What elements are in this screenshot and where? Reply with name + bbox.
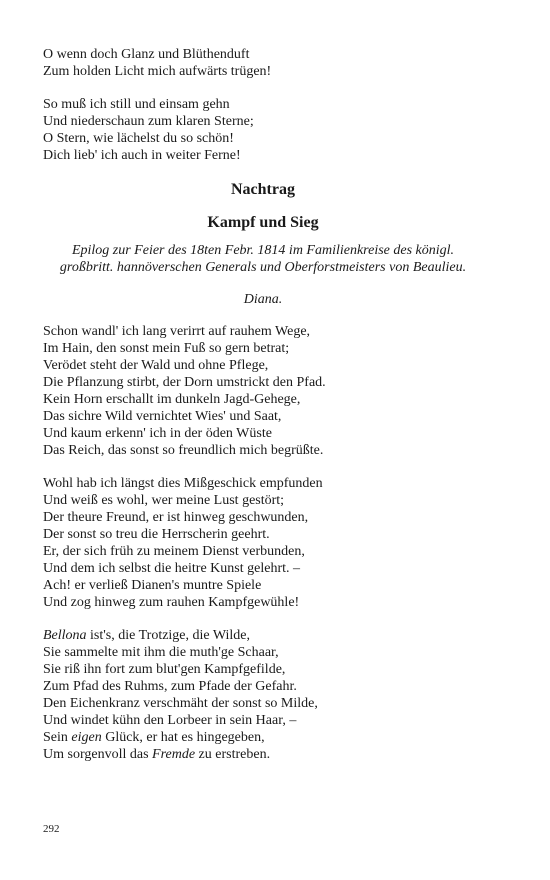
poem-line: Und dem ich selbst die heitre Kunst gelehrt. – [43, 561, 300, 576]
poem-line [43, 746, 483, 763]
poem-line: Der theure Freund, er ist hinweg geschwunden, [43, 510, 309, 525]
poem-line: O wenn doch Glanz und Blüthenduft [43, 47, 250, 62]
poem-line: Im Hain, den sonst mein Fuß so gern betrat; [43, 341, 290, 356]
poem-line: Den Eichenkranz verschmäht der sonst so Milde, [43, 696, 318, 711]
page-body [43, 46, 483, 779]
emphasis-bellona: Bellona [43, 628, 87, 643]
poem-line: Der sonst so treu die Herrscherin geehrt. [43, 527, 270, 542]
stanza-2 [43, 475, 483, 611]
stanza-3 [43, 627, 483, 763]
poem-line: Das sichre Wild vernichtet Wies' und Saat, [43, 409, 282, 424]
section-heading: Nachtrag [231, 181, 295, 198]
poem-line: Und zog hinweg zum rauhen Kampfgewühle! [43, 595, 300, 610]
poem-line: Dich lieb' ich auch in weiter Ferne! [43, 148, 241, 163]
poem-line: Kein Horn erschallt im dunkeln Jagd-Gehege, [43, 392, 301, 407]
poem-line: Sie sammelte mit ihm die muth'ge Schaar, [43, 645, 279, 660]
subtitle-line: großbritt. hannöverschen Generals und Oberforstmeisters von Beaulieu. [59, 260, 467, 275]
poem-line: Und windet kühn den Lorbeer in sein Haar, – [43, 713, 297, 728]
poem-line: Und weiß es wohl, wer meine Lust gestört; [43, 493, 285, 508]
poem-title: Kampf und Sieg [207, 214, 319, 231]
poem-line: Schon wandl' ich lang verirrt auf rauhem Wege, [43, 324, 311, 339]
poem-line: Und kaum erkenn' ich in der öden Wüste [43, 426, 272, 441]
line-text: zu erstreben. [195, 747, 271, 762]
line-text: Glück, er hat es hingegeben, [101, 730, 265, 745]
poem-line: Zum holden Licht mich aufwärts trügen! [43, 64, 272, 79]
poem-line: Ach! er verließ Dianen's muntre Spiele [43, 578, 262, 593]
poem-line: Zum Pfad des Ruhms, zum Pfade der Gefahr. [43, 679, 297, 694]
poem-line: Die Pflanzung stirbt, der Dorn umstrickt den Pfad. [43, 375, 326, 390]
poem-line: Und niederschaun zum klaren Sterne; [43, 114, 254, 129]
poem-line: Er, der sich früh zu meinem Dienst verbunden, [43, 544, 305, 559]
subtitle-line: Epilog zur Feier des 18ten Febr. 1814 im Familienkreise des königl. [71, 243, 455, 258]
emphasis-fremde: Fremde [152, 747, 196, 762]
page-number: 292 [43, 823, 60, 835]
speaker-name: Diana. [243, 292, 283, 307]
poem-line: O Stern, wie lächelst du so schön! [43, 131, 234, 146]
poem-line [43, 729, 483, 746]
line-text: Um sorgenvoll das [43, 747, 153, 762]
poem-line: Wohl hab ich längst dies Mißgeschick empfunden [43, 476, 323, 491]
poem-subtitle [43, 242, 483, 276]
stanza-previous-poem-1 [43, 46, 483, 80]
stanza-1 [43, 323, 483, 459]
poem-line: Das Reich, das sonst so freundlich mich begrüßte. [43, 443, 324, 458]
poem-line: So muß ich still und einsam gehn [43, 97, 230, 112]
emphasis-eigen: eigen [71, 730, 102, 745]
stanza-previous-poem-2 [43, 96, 483, 164]
line-text: Sein [43, 730, 72, 745]
poem-line [43, 627, 483, 644]
line-text: ist's, die Trotzige, die Wilde, [86, 628, 251, 643]
poem-line: Sie riß ihn fort zum blut'gen Kampfgefilde, [43, 662, 286, 677]
poem-line: Verödet steht der Wald und ohne Pflege, [43, 358, 269, 373]
